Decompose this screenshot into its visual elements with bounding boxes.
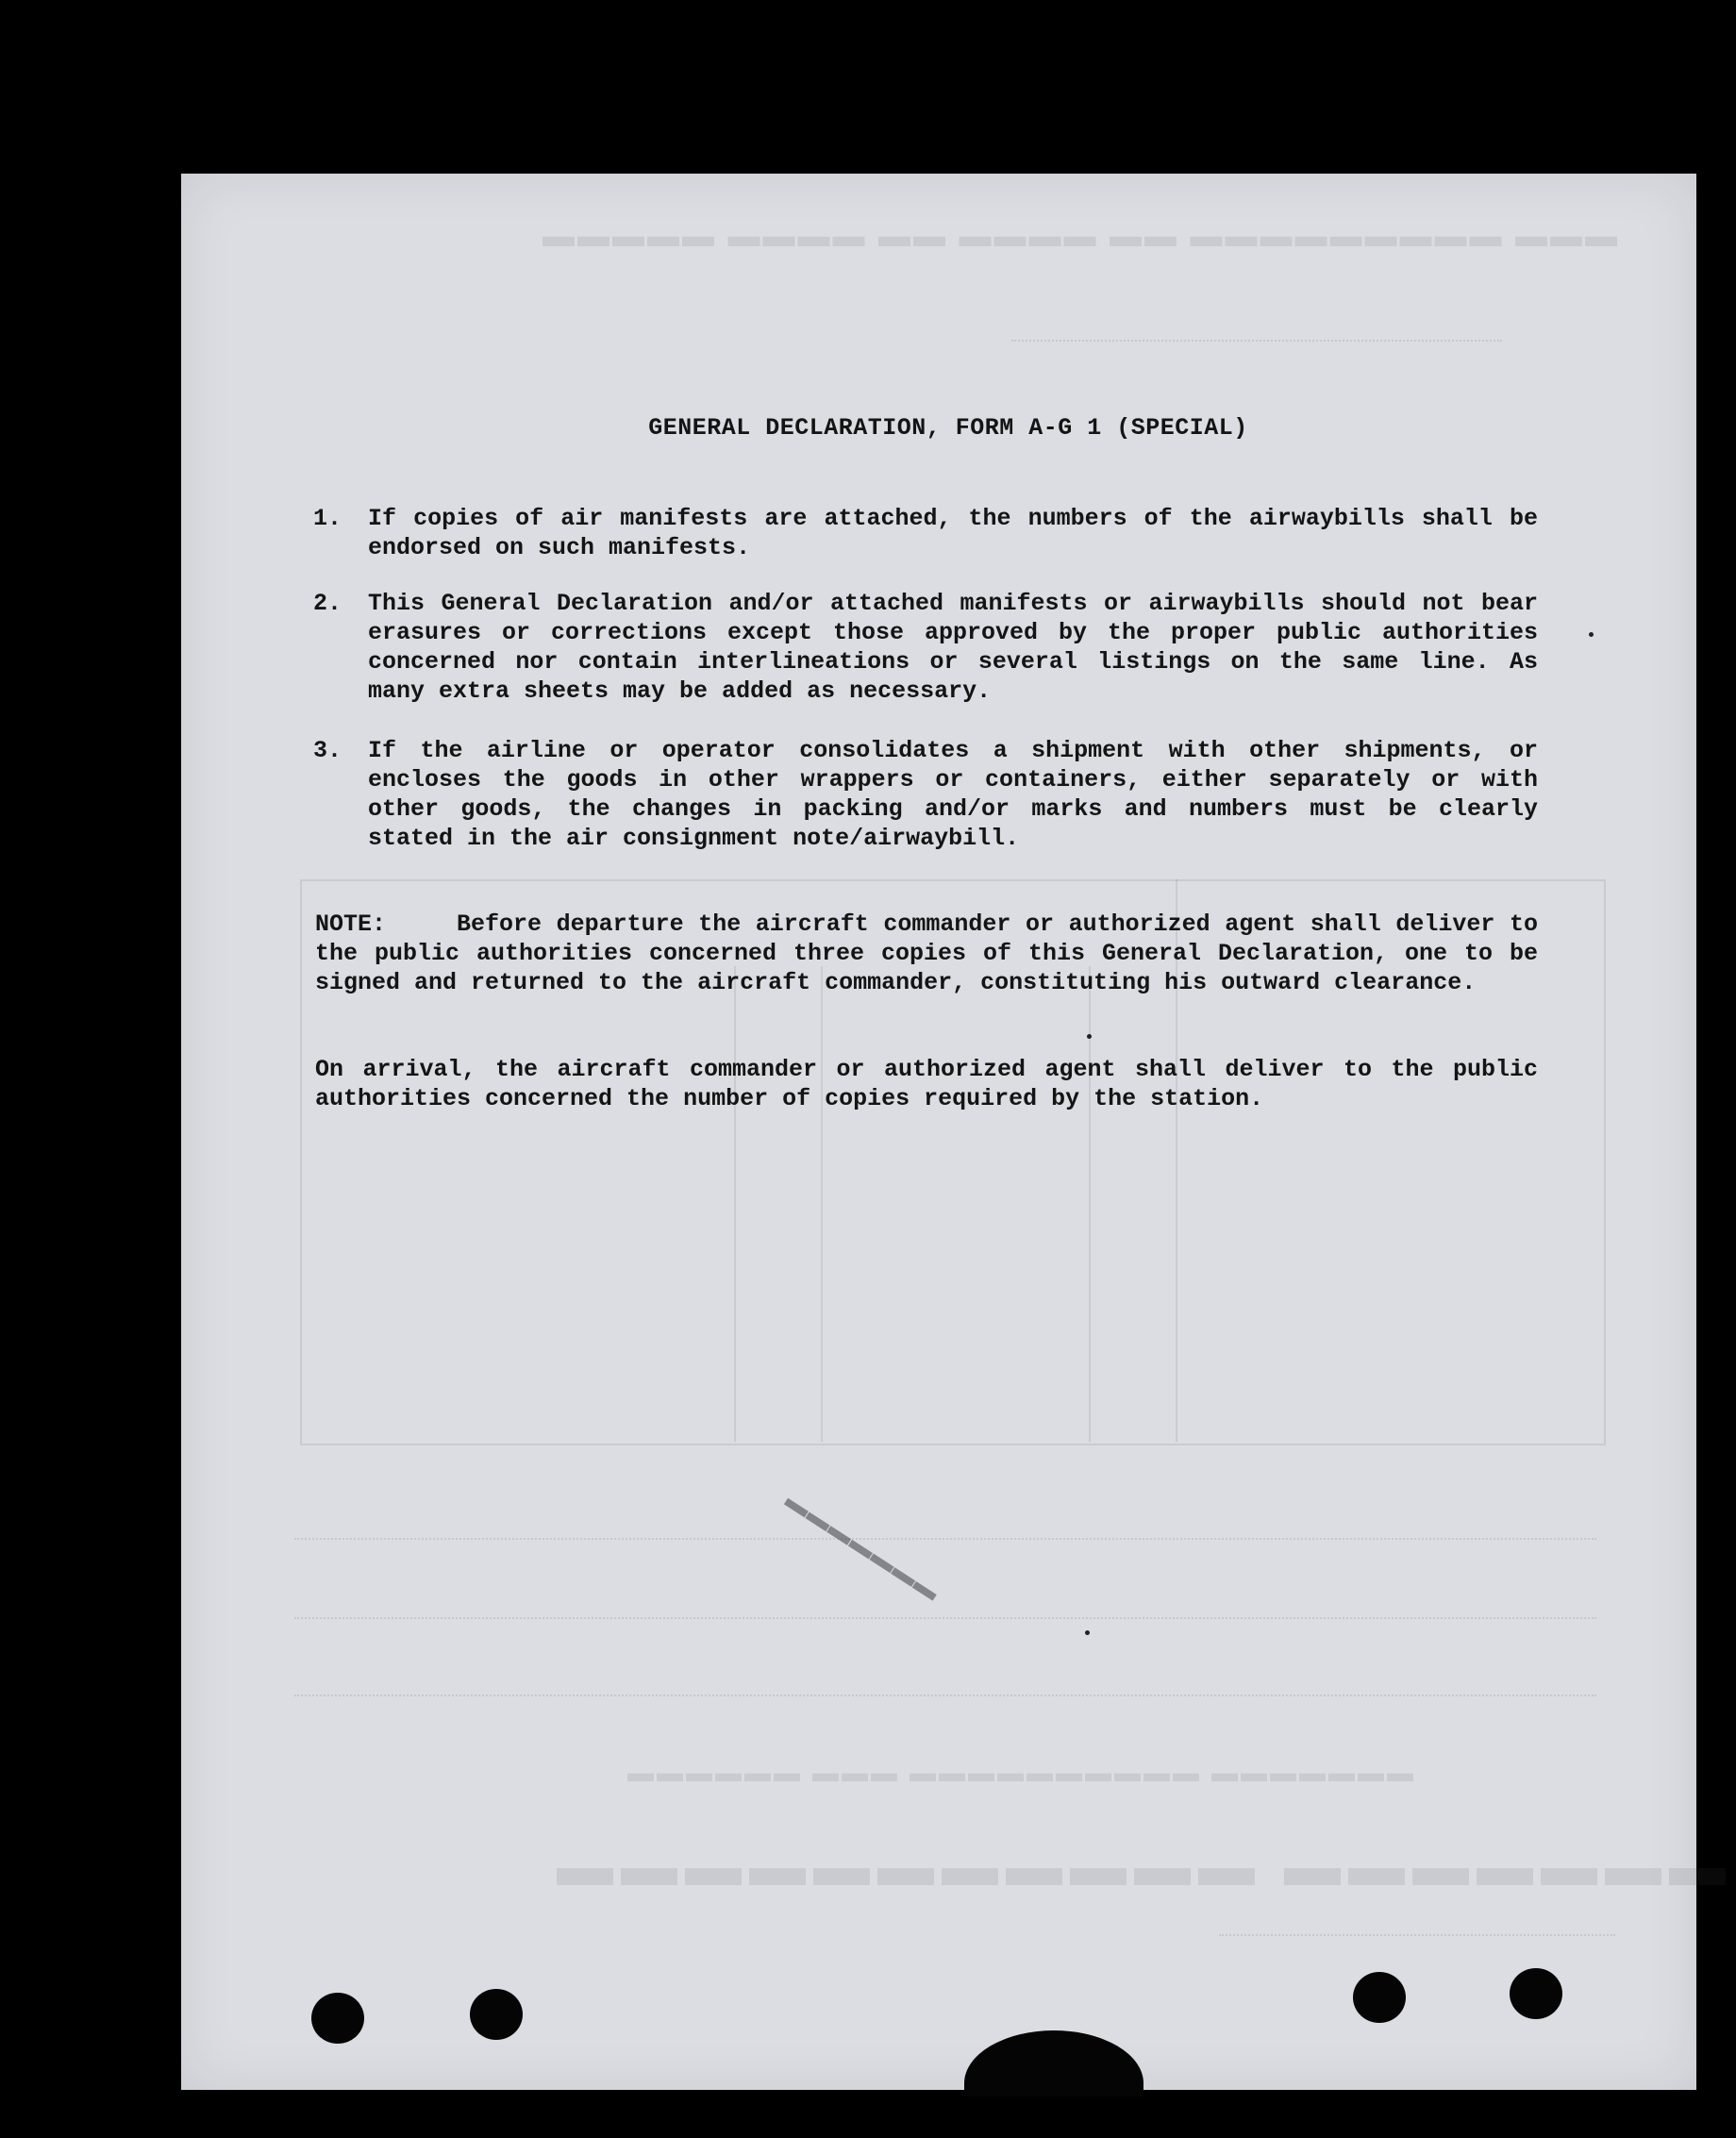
speck [1087,1034,1092,1039]
paper-sheet [181,174,1726,2090]
punch-hole [311,1993,364,2044]
item-text: If copies of air manifests are attached, the numbers of the airwaybills shall be endorsed on such manifests. [368,505,1538,561]
note-label: NOTE: [315,910,387,938]
bleed-through-rule [294,1538,1596,1540]
item-number: 1. [313,505,342,532]
item-number: 2. [313,590,342,617]
bleed-through-rule [1219,1934,1615,1936]
item-number: 3. [313,737,342,764]
bleed-through-subheading: ▬▬▬▬▬▬▬ ▬▬▬▬▬▬▬▬▬▬ ▬▬▬ ▬▬▬▬▬▬ [625,1759,1413,1788]
note-paragraph [315,910,1538,997]
punch-hole [1510,1968,1562,2019]
bleed-through-rule [1011,340,1502,342]
item-text: This General Declaration and/or attached manifests or airwaybills should not bear erasures or corrections except those approved by the proper public authorities concerned nor contain interlineations or several listings on the same line. As many extra sheets may be added as necessary. [368,590,1538,705]
bleed-through-header: ▬▬▬ ▬▬▬▬▬▬▬▬▬ ▬▬ ▬▬▬▬ ▬▬ ▬▬▬▬ ▬▬▬▬▬ [540,219,1617,254]
instruction-item-3 [313,736,1536,853]
speck [1589,632,1594,637]
document-title: GENERAL DECLARATION, FORM A-G 1 (SPECIAL) [648,414,1248,442]
faint-stamp-mark: ▬▬▬▬▬▬▬ [780,1485,945,1607]
bleed-through-column [734,966,736,1442]
instruction-item-2 [313,589,1536,706]
bleed-through-heading: ▬▬▬▬▬▬▬ ▬▬▬▬▬▬▬▬▬▬▬ [549,1835,1726,1897]
bleed-through-column [821,966,823,1442]
torn-edge [964,2030,1143,2096]
punch-hole [470,1989,523,2040]
speck [1085,1630,1090,1635]
item-text: If the airline or operator consolidates a shipment with other shipments, or encloses the goods in other wrappers or containers, either separately or with other goods, the changes in packing and/or marks and numbers must be clearly stated in the air consignment note/airwaybill. [368,737,1538,852]
bleed-through-rule [294,1617,1596,1619]
note-text: Before departure the aircraft commander or authorized agent shall deliver to the public authorities concerned three copies of this General Declaration, one to be signed and returned to the aircraft commander, constituting his outward clearance. [315,910,1538,996]
punch-hole [1353,1972,1406,2023]
arrival-paragraph: On arrival, the aircraft commander or authorized agent shall deliver to the public authorities concerned the number of copies required by the station. [315,1056,1538,1112]
instruction-item-1 [313,504,1536,562]
bleed-through-rule [294,1695,1596,1696]
